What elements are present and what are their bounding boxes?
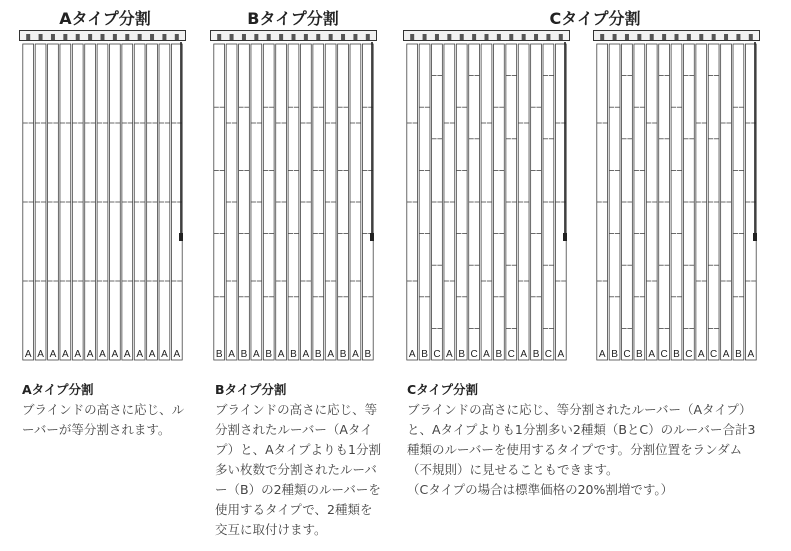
- carrier-hook: [600, 34, 604, 40]
- description-b-heading: Bタイプ分割: [215, 382, 287, 397]
- carrier-hook: [51, 34, 55, 40]
- louver-type-label: A: [123, 349, 131, 360]
- carrier-hook: [26, 34, 30, 40]
- louver-type-label: C: [710, 349, 718, 360]
- carrier-hook: [410, 34, 414, 40]
- control-wand-tip: [179, 233, 183, 241]
- louver-type-label: A: [648, 349, 656, 360]
- louver-slat: [288, 44, 299, 360]
- carrier-hook: [341, 34, 345, 40]
- title-c-type: Cタイプ分割: [549, 9, 641, 28]
- louver-slat: [35, 44, 46, 360]
- louver-slat: [407, 44, 418, 360]
- louver-type-label: A: [327, 349, 334, 360]
- carrier-hook: [254, 34, 258, 40]
- description-a-body: ブラインドの高さに応じ、ル ーバーが等分割されます。: [22, 402, 185, 437]
- louver-type-label: A: [483, 349, 490, 360]
- louver-type-label: C: [623, 349, 631, 360]
- blind-svg: [210, 30, 377, 362]
- louver-type-label: B: [215, 349, 223, 360]
- carrier-hook: [736, 34, 740, 40]
- carrier-hook: [509, 34, 513, 40]
- carrier-hook: [150, 34, 154, 40]
- blind-diagram-c2: [593, 30, 760, 362]
- louver-type-label: B: [421, 349, 428, 360]
- louver-slat: [634, 44, 645, 360]
- carrier-hook: [613, 34, 617, 40]
- louver-slat: [134, 44, 145, 360]
- description-c-heading: Cタイプ分割: [407, 382, 479, 397]
- louver-slat: [597, 44, 608, 360]
- louver-type-label: A: [697, 349, 705, 360]
- louver-type-label: B: [339, 349, 347, 360]
- louver-type-label: A: [37, 349, 44, 360]
- carrier-hook: [267, 34, 271, 40]
- louver-type-label: B: [290, 349, 297, 360]
- carrier-hook: [546, 34, 550, 40]
- louver-type-label: B: [532, 349, 540, 360]
- louver-type-label: B: [364, 349, 372, 360]
- description-c-body: ブラインドの高さに応じ、等分割されたルーバー（Aタイプ） と、Aタイプよりも1分割多い2種類（BとC）のルーバー合計3 種類のルーバーを使用するタイプです。分割位置をランダム （不規則）に見せることもできます。 （Cタイプの場合は標準価格の20%割増です。）: [407, 402, 756, 497]
- louver-type-label: A: [24, 349, 32, 360]
- blind-diagram-c1: [403, 30, 570, 362]
- louver-type-label: C: [660, 349, 668, 360]
- louver-type-label: A: [62, 349, 69, 360]
- control-wand-tip: [753, 233, 757, 241]
- carrier-hook: [175, 34, 179, 40]
- carrier-hook: [485, 34, 489, 40]
- louver-slat: [622, 44, 633, 360]
- louver-type-label: A: [173, 349, 181, 360]
- louver-slat: [122, 44, 133, 360]
- carrier-hook: [101, 34, 105, 40]
- carrier-hook: [138, 34, 142, 40]
- carrier-hook: [329, 34, 333, 40]
- description-a-heading: Aタイプ分割: [22, 382, 94, 397]
- carrier-hook: [522, 34, 526, 40]
- louver-slat: [214, 44, 225, 360]
- louver-slat: [531, 44, 542, 360]
- louver-slat: [721, 44, 732, 360]
- louver-type-label: C: [507, 349, 515, 360]
- louver-type-label: A: [277, 349, 285, 360]
- louver-type-label: A: [352, 349, 359, 360]
- louver-type-label: A: [520, 349, 527, 360]
- carrier-hook: [242, 34, 246, 40]
- louver-slat: [251, 44, 262, 360]
- louver-slat: [683, 44, 694, 360]
- carrier-hook: [316, 34, 320, 40]
- louver-type-label: A: [148, 349, 156, 360]
- carrier-hook: [292, 34, 296, 40]
- louver-slat: [109, 44, 120, 360]
- louver-type-label: A: [228, 349, 235, 360]
- louver-type-label: A: [408, 349, 416, 360]
- louver-slat: [226, 44, 237, 360]
- title-b-type: Bタイプ分割: [247, 9, 339, 28]
- carrier-hook: [749, 34, 753, 40]
- carrier-hook: [637, 34, 641, 40]
- carrier-hook: [699, 34, 703, 40]
- louver-slat: [708, 44, 719, 360]
- control-wand-tip: [370, 233, 374, 241]
- carrier-hook: [423, 34, 427, 40]
- carrier-hook: [687, 34, 691, 40]
- louver-type-label: A: [722, 349, 730, 360]
- louver-type-label: A: [557, 349, 565, 360]
- louver-type-label: A: [302, 349, 310, 360]
- carrier-hook: [125, 34, 129, 40]
- louver-slat: [646, 44, 657, 360]
- louver-slat: [85, 44, 96, 360]
- louver-slat: [48, 44, 59, 360]
- louver-type-label: B: [735, 349, 742, 360]
- carrier-hook: [63, 34, 67, 40]
- carrier-hook: [675, 34, 679, 40]
- carrier-hook: [230, 34, 234, 40]
- louver-slat: [733, 44, 744, 360]
- louver-slat: [444, 44, 455, 360]
- louver-type-label: A: [253, 349, 260, 360]
- carrier-hook: [353, 34, 357, 40]
- louver-type-label: B: [314, 349, 322, 360]
- louver-slat: [159, 44, 170, 360]
- title-a-type: Aタイプ分割: [59, 9, 151, 28]
- louver-type-label: B: [673, 349, 680, 360]
- louver-slat: [313, 44, 324, 360]
- carrier-hook: [304, 34, 308, 40]
- louver-slat: [97, 44, 108, 360]
- louver-type-label: C: [470, 349, 478, 360]
- louver-slat: [456, 44, 467, 360]
- louver-slat: [60, 44, 71, 360]
- carrier-hook: [497, 34, 501, 40]
- louver-slat: [276, 44, 287, 360]
- carrier-hook: [559, 34, 563, 40]
- louver-type-label: B: [636, 349, 643, 360]
- carrier-hook: [662, 34, 666, 40]
- carrier-hook: [279, 34, 283, 40]
- louver-slat: [481, 44, 492, 360]
- louver-type-label: B: [495, 349, 503, 360]
- louver-slat: [518, 44, 529, 360]
- carrier-hook: [650, 34, 654, 40]
- louver-type-label: A: [86, 349, 94, 360]
- description-a: [22, 380, 202, 440]
- description-b-body: ブラインドの高さに応じ、等 分割されたルーバー（Aタイ プ）と、Aタイプよりも1分割 多い枚数で分割されたルーバ ー（B）の2種類のルーバーを 使用するタイプで、2種類を 交互に取付けます。: [215, 402, 382, 537]
- carrier-hook: [724, 34, 728, 40]
- carrier-hook: [712, 34, 716, 40]
- louver-slat: [72, 44, 83, 360]
- carrier-hook: [88, 34, 92, 40]
- louver-type-label: A: [49, 349, 57, 360]
- carrier-hook: [39, 34, 43, 40]
- louver-type-label: B: [240, 349, 248, 360]
- carrier-hook: [534, 34, 538, 40]
- carrier-hook: [76, 34, 80, 40]
- louver-slat: [300, 44, 311, 360]
- carrier-hook: [435, 34, 439, 40]
- louver-type-label: A: [446, 349, 453, 360]
- louver-type-label: A: [161, 349, 168, 360]
- louver-type-label: B: [611, 349, 618, 360]
- louver-type-label: A: [111, 349, 119, 360]
- blind-svg: [19, 30, 186, 362]
- louver-type-label: C: [433, 349, 441, 360]
- louver-type-label: A: [598, 349, 606, 360]
- louver-slat: [338, 44, 349, 360]
- blind-diagram-a: [19, 30, 186, 362]
- louver-slat: [493, 44, 504, 360]
- control-wand-tip: [563, 233, 567, 241]
- louver-slat: [239, 44, 250, 360]
- blind-svg: [403, 30, 570, 362]
- carrier-hook: [113, 34, 117, 40]
- louver-slat: [325, 44, 336, 360]
- louver-slat: [147, 44, 158, 360]
- louver-slat: [350, 44, 361, 360]
- carrier-hook: [460, 34, 464, 40]
- louver-slat: [469, 44, 480, 360]
- louver-slat: [659, 44, 670, 360]
- blind-svg: [593, 30, 760, 362]
- louver-slat: [543, 44, 554, 360]
- louver-type-label: B: [265, 349, 273, 360]
- louver-type-label: B: [458, 349, 466, 360]
- louver-type-label: C: [544, 349, 553, 360]
- louver-type-label: A: [74, 349, 82, 360]
- louver-type-label: C: [685, 349, 693, 360]
- louver-slat: [506, 44, 517, 360]
- louver-type-label: A: [99, 349, 106, 360]
- louver-slat: [263, 44, 274, 360]
- louver-type-label: A: [747, 349, 755, 360]
- blind-diagram-b: [210, 30, 377, 362]
- description-c: [407, 380, 787, 500]
- louver-type-label: A: [136, 349, 143, 360]
- carrier-hook: [472, 34, 476, 40]
- louver-slat: [671, 44, 682, 360]
- description-b: [215, 380, 395, 540]
- carrier-hook: [162, 34, 166, 40]
- carrier-hook: [217, 34, 221, 40]
- louver-slat: [23, 44, 34, 360]
- louver-slat: [419, 44, 430, 360]
- louver-slat: [432, 44, 443, 360]
- louver-slat: [696, 44, 707, 360]
- carrier-hook: [447, 34, 451, 40]
- carrier-hook: [625, 34, 629, 40]
- louver-slat: [609, 44, 620, 360]
- carrier-hook: [366, 34, 370, 40]
